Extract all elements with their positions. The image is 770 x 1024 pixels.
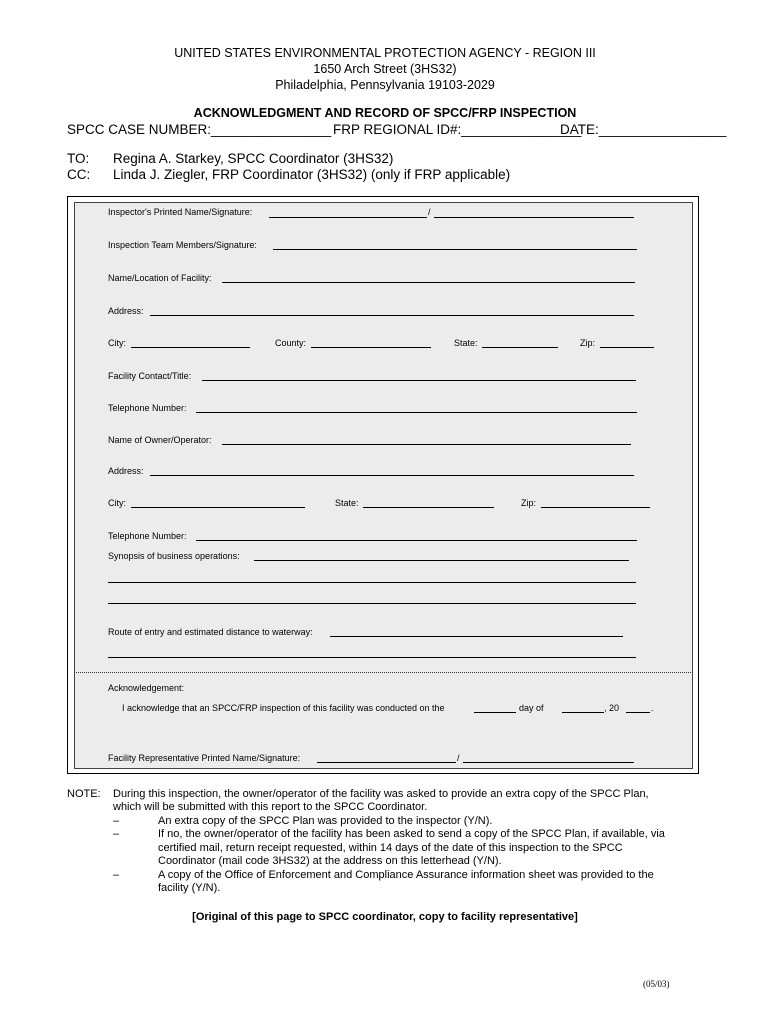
ack-text: I acknowledge that an SPCC/FRP inspection of this facility was conducted on the bbox=[122, 703, 445, 713]
rep-name-line[interactable] bbox=[317, 762, 456, 763]
team-label: Inspection Team Members/Signature: bbox=[108, 240, 257, 250]
owner-line[interactable] bbox=[222, 444, 631, 445]
note-line-2: which will be submitted with this report to the SPCC Coordinator. bbox=[113, 801, 428, 813]
inspector-signature-line[interactable] bbox=[434, 217, 634, 218]
note-bullet-3-line-1: A copy of the Office of Enforcement and Compliance Assurance information sheet was provided to the bbox=[158, 869, 654, 881]
agency-name: UNITED STATES ENVIRONMENTAL PROTECTION AGENCY - REGION III bbox=[174, 46, 596, 60]
zip-label: Zip: bbox=[580, 338, 596, 348]
rep-slash: / bbox=[457, 753, 460, 763]
address-label: Address: bbox=[108, 306, 144, 316]
owner-phone-label: Telephone Number: bbox=[108, 531, 187, 541]
facility-line[interactable] bbox=[222, 282, 635, 283]
synopsis-line-2[interactable] bbox=[108, 582, 636, 583]
frp-regional-id: FRP REGIONAL ID#:________________ bbox=[333, 122, 582, 137]
phone-label: Telephone Number: bbox=[108, 403, 187, 413]
synopsis-line-1[interactable] bbox=[254, 560, 629, 561]
note-bullet-1: An extra copy of the SPCC Plan was provided to the inspector (Y/N). bbox=[158, 815, 493, 827]
owner-address-label: Address: bbox=[108, 466, 144, 476]
rep-signature-line[interactable] bbox=[463, 762, 634, 763]
note-bullet-2-dash: – bbox=[113, 828, 120, 840]
distribution-note: [Original of this page to SPCC coordinator, copy to facility representative] bbox=[192, 911, 578, 923]
state-line[interactable] bbox=[482, 347, 558, 348]
contact-label: Facility Contact/Title: bbox=[108, 371, 192, 381]
owner-city-line[interactable] bbox=[131, 507, 305, 508]
synopsis-line-3[interactable] bbox=[108, 603, 636, 604]
synopsis-label: Synopsis of business operations: bbox=[108, 551, 240, 561]
note-line-1: During this inspection, the owner/operator of the facility was asked to provide an extra copy of the SPCC Plan, bbox=[113, 788, 649, 800]
county-line[interactable] bbox=[311, 347, 431, 348]
ack-day-line[interactable] bbox=[474, 712, 516, 713]
team-line[interactable] bbox=[273, 249, 637, 250]
city-label: City: bbox=[108, 338, 126, 348]
address-line[interactable] bbox=[150, 315, 634, 316]
owner-label: Name of Owner/Operator: bbox=[108, 435, 212, 445]
cc-label: CC: bbox=[67, 167, 91, 182]
to-label: TO: bbox=[67, 151, 90, 166]
ack-day-of: day of bbox=[519, 703, 544, 713]
owner-phone-line[interactable] bbox=[196, 540, 637, 541]
form-title: ACKNOWLEDGMENT AND RECORD OF SPCC/FRP INSPECTION bbox=[193, 106, 577, 120]
owner-address-line[interactable] bbox=[150, 475, 634, 476]
note-bullet-2-line-2: certified mail, return receipt requested, within 14 days of the date of this inspection to the SPCC bbox=[158, 842, 623, 854]
case-number: SPCC CASE NUMBER:________________ bbox=[67, 122, 332, 137]
county-label: County: bbox=[275, 338, 307, 348]
revision-date: (05/03) bbox=[643, 979, 670, 989]
inspector-label: Inspector's Printed Name/Signature: bbox=[108, 207, 253, 217]
rep-label: Facility Representative Printed Name/Signature: bbox=[108, 753, 301, 763]
inspector-name-line[interactable] bbox=[269, 217, 427, 218]
ack-month-line[interactable] bbox=[562, 712, 604, 713]
note-label: NOTE: bbox=[67, 788, 101, 800]
owner-city-label: City: bbox=[108, 498, 126, 508]
phone-line[interactable] bbox=[196, 412, 637, 413]
zip-line[interactable] bbox=[600, 347, 654, 348]
contact-line[interactable] bbox=[202, 380, 636, 381]
agency-street: 1650 Arch Street (3HS32) bbox=[313, 62, 457, 76]
note-bullet-2-line-3: Coordinator (mail code 3HS32) at the address on this letterhead (Y/N). bbox=[158, 855, 502, 867]
route-line-2[interactable] bbox=[108, 657, 636, 658]
note-bullet-1-dash: – bbox=[113, 815, 120, 827]
cc-value: Linda J. Ziegler, FRP Coordinator (3HS32) (only if FRP applicable) bbox=[113, 167, 511, 182]
state-label: State: bbox=[454, 338, 478, 348]
route-label: Route of entry and estimated distance to waterway: bbox=[108, 627, 313, 637]
agency-city: Philadelphia, Pennsylvania 19103-2029 bbox=[275, 78, 495, 92]
owner-state-label: State: bbox=[335, 498, 359, 508]
owner-zip-label: Zip: bbox=[521, 498, 537, 508]
ack-year-prefix: , 20 bbox=[604, 703, 620, 713]
note-bullet-2-line-1: If no, the owner/operator of the facility has been asked to send a copy of the SPCC Plan, if available, via bbox=[158, 828, 665, 840]
inspector-slash: / bbox=[428, 207, 431, 217]
note-bullet-3-line-2: facility (Y/N). bbox=[158, 882, 221, 894]
date-field: DATE:_________________ bbox=[560, 122, 727, 137]
to-value: Regina A. Starkey, SPCC Coordinator (3HS32) bbox=[113, 151, 394, 166]
ack-heading: Acknowledgement: bbox=[108, 683, 185, 693]
ack-year-line[interactable] bbox=[626, 712, 650, 713]
facility-label: Name/Location of Facility: bbox=[108, 273, 212, 283]
note-bullet-3-dash: – bbox=[113, 869, 120, 881]
dotted-divider bbox=[74, 672, 693, 673]
ack-period: . bbox=[651, 703, 654, 713]
owner-zip-line[interactable] bbox=[541, 507, 650, 508]
owner-state-line[interactable] bbox=[363, 507, 494, 508]
city-line[interactable] bbox=[131, 347, 250, 348]
route-line-1[interactable] bbox=[330, 636, 623, 637]
